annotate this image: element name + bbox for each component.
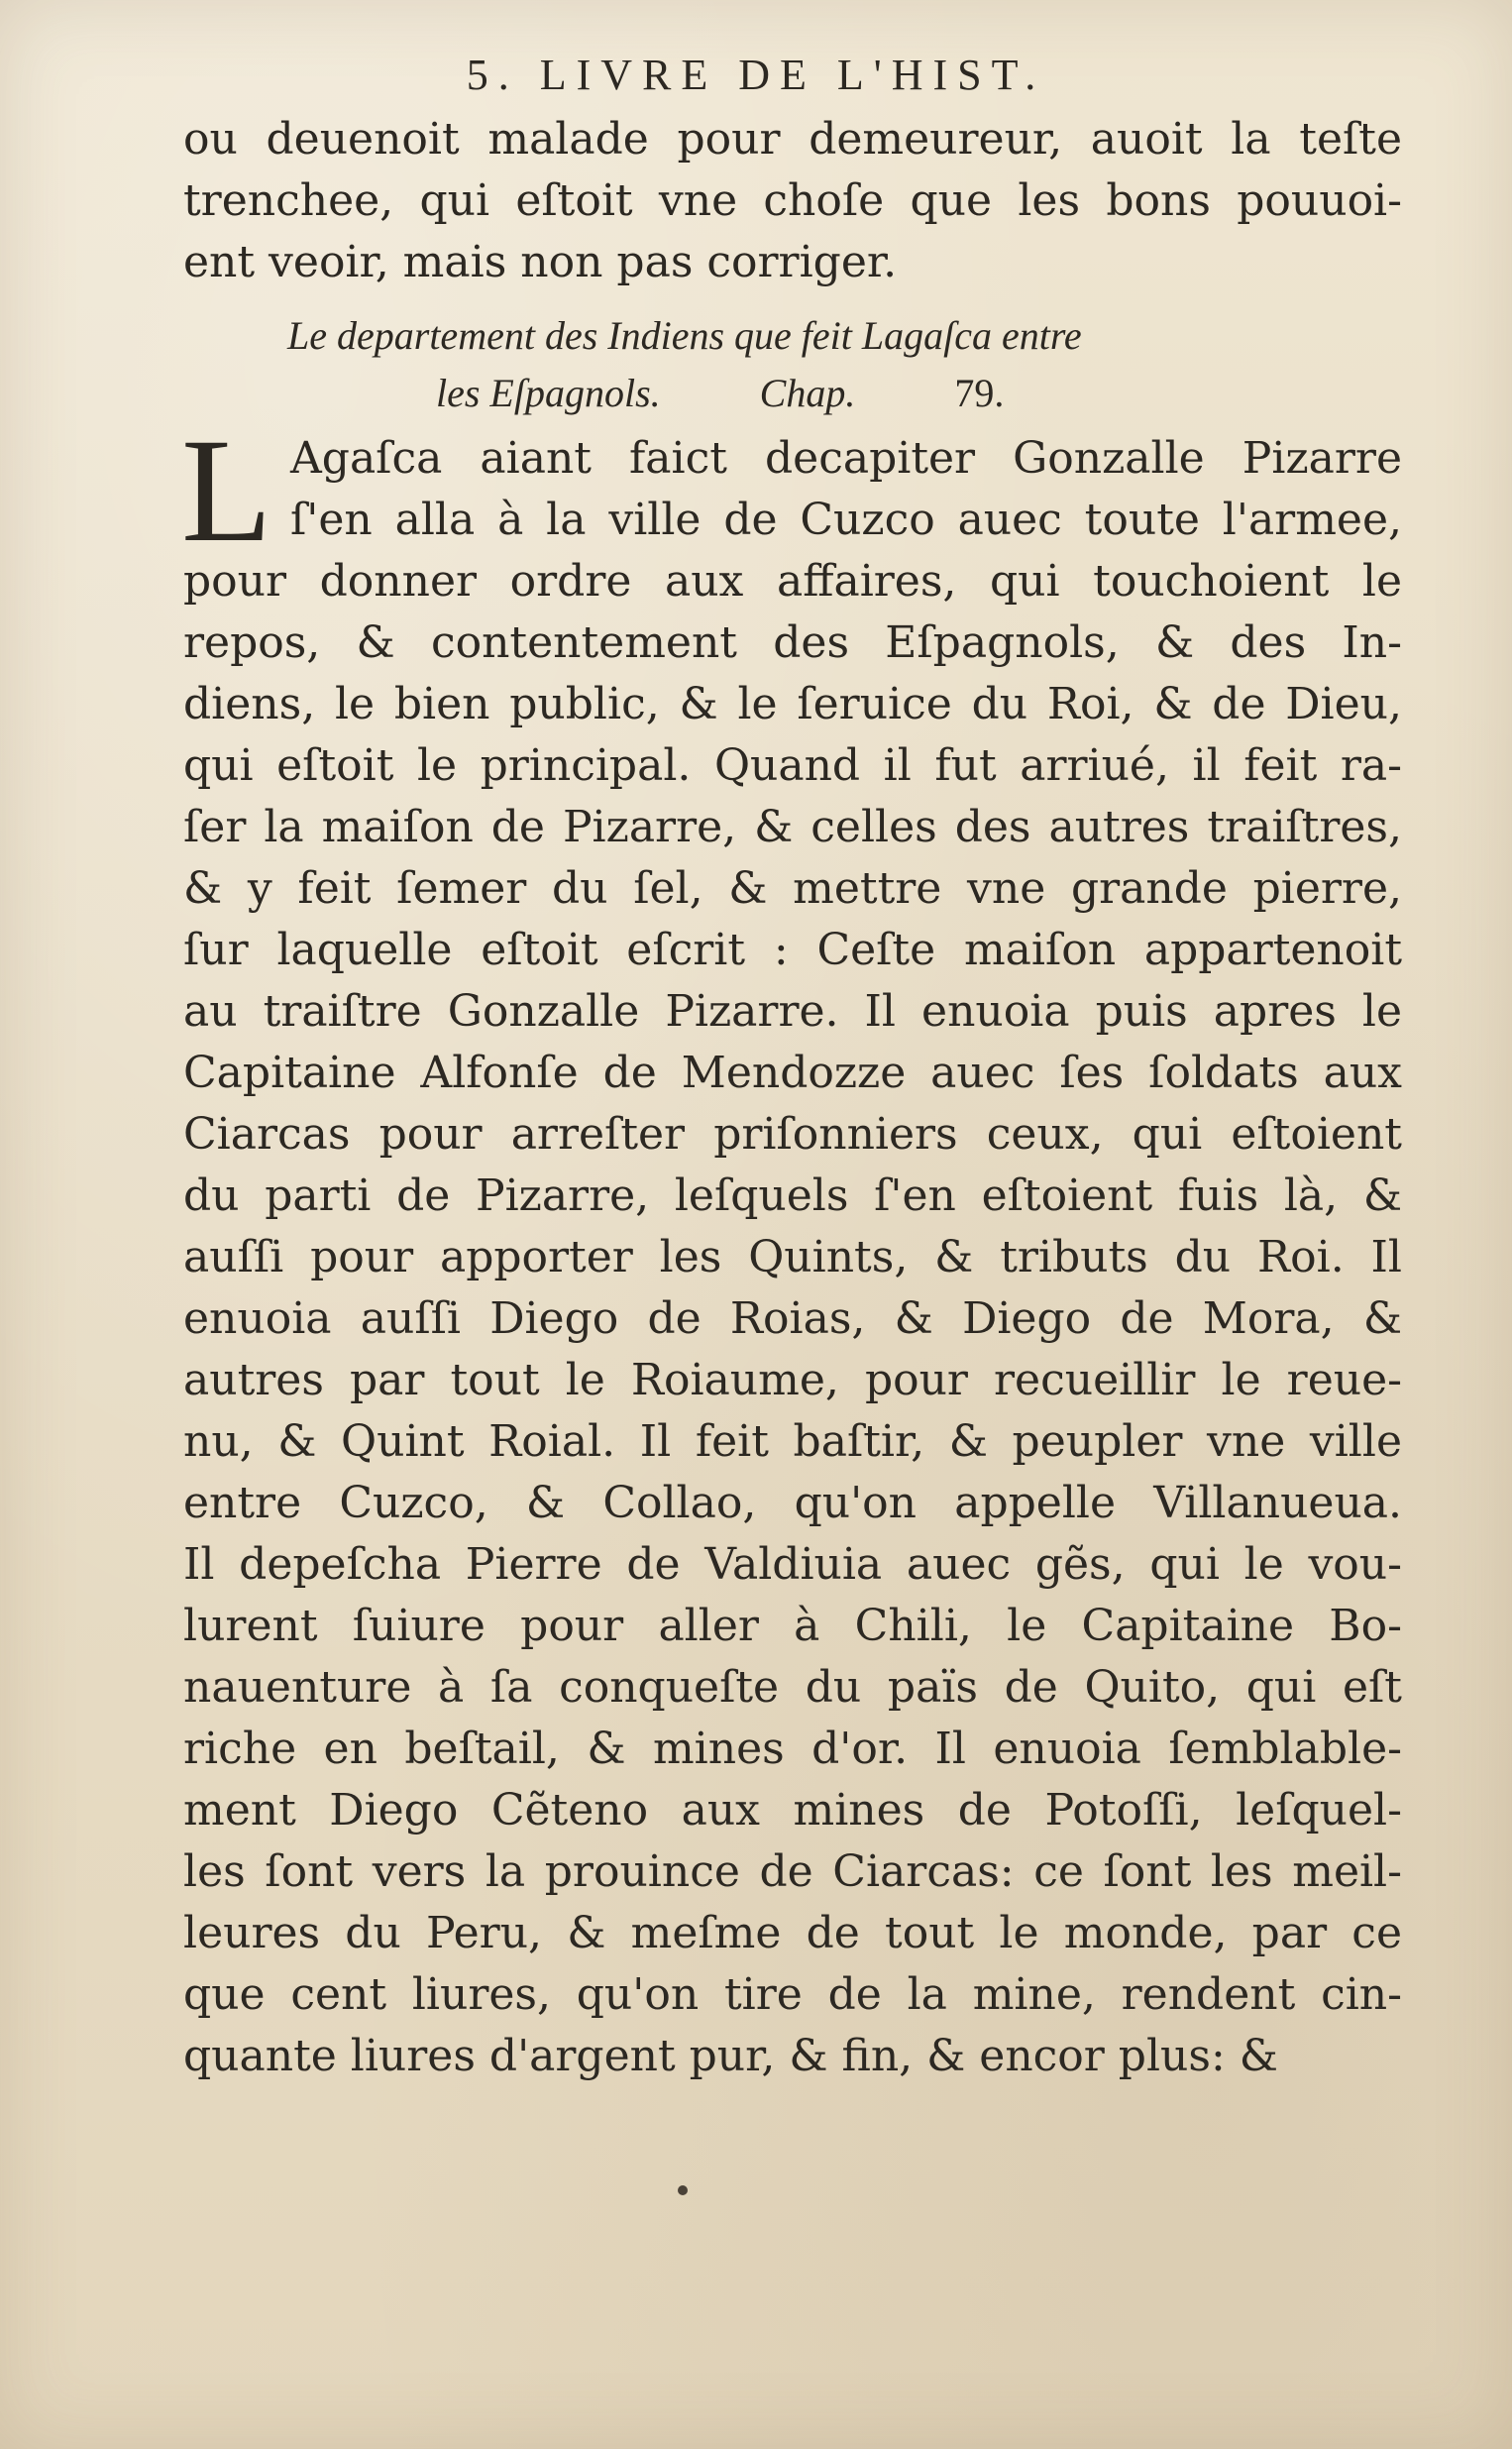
text-line: au traiſtre Gonzalle Pizarre. Il enuoia puis apres le (183, 986, 1402, 1037)
text-line: Ciarcas pour arreſter priſonniers ceux, qui eſtoient (183, 1109, 1402, 1160)
text-line: nauenture à ſa conqueſte du païs de Quito, qui eſt (183, 1662, 1402, 1713)
text-line: les ſont vers la prouince de Ciarcas: ce ſont les meil- (183, 1846, 1402, 1897)
text-line: ou deuenoit malade pour demeureur, auoit la teſte (183, 114, 1402, 165)
chapter-label: Chap. (759, 371, 856, 415)
text-line: qui eſtoit le principal. Quand il fut arriué, il feit ra- (183, 740, 1402, 791)
text-line: diens, le bien public, & le ſeruice du Roi, & de Dieu, (183, 679, 1402, 729)
text-line: riche en beſtail, & mines d'or. Il enuoia ſemblable- (183, 1724, 1402, 1774)
text-line: Capitaine Alfonſe de Mendozze auec ſes ſoldats aux (183, 1048, 1402, 1098)
text-line: ſ'en alla à la ville de Cuzco auec toute l'armee, (290, 495, 1402, 545)
text-line: autres par tout le Roiaume, pour recueillir le reue- (183, 1355, 1402, 1405)
text-line: que cent liures, qu'on tire de la mine, rendent cin- (183, 1969, 1402, 2020)
text-line: leures du Peru, & meſme de tout le monde, par ce (183, 1908, 1402, 1958)
chapter-number: 79. (954, 371, 1005, 415)
chapter-title-subject: les Eſpagnols. (436, 371, 661, 415)
text-line: enuoia auſſi Diego de Roias, & Diego de Mora, & (183, 1293, 1402, 1344)
chapter-heading (287, 307, 1318, 422)
continued-paragraph (183, 109, 1402, 293)
text-line: lurent ſuiure pour aller à Chili, le Capitaine Bo- (183, 1601, 1402, 1651)
chapter-title-line-2 (287, 365, 1318, 422)
text-line: ſer la maiſon de Pizarre, & celles des autres traiſtres, (183, 802, 1402, 852)
drop-capital: L (181, 408, 272, 573)
text-line: Agaſca aiant faict decapiter Gonzalle Pizarre (290, 433, 1402, 484)
text-line: auſſi pour apporter les Quints, & tributs du Roi. Il (183, 1232, 1402, 1282)
text-line: du parti de Pizarre, leſquels ſ'en eſtoient fuis là, & (183, 1170, 1402, 1221)
text-line: ent veoir, mais non pas corriger. (183, 237, 898, 287)
text-line: & y feit ſemer du ſel, & mettre vne grande pierre, (183, 863, 1402, 914)
text-line: nu, & Quint Roial. Il feit baſtir, & peupler vne ville (183, 1416, 1402, 1467)
text-line: trenchee, qui eſtoit vne choſe que les bons pouuoi- (183, 175, 1402, 226)
running-head: 5. LIVRE DE L'HIST. (466, 51, 1046, 99)
text-line: Il depeſcha Pierre de Valdiuia auec gẽs, qui le vou- (183, 1539, 1402, 1590)
chapter-title-line-1: Le departement des Indiens que feit Lagaſca entre (287, 313, 1082, 358)
text-line: ſur laquelle eſtoit eſcrit : Ceſte maiſon appartenoit (183, 925, 1402, 975)
text-line: repos, & contentement des Eſpagnols, & des In- (183, 617, 1402, 668)
page-speck-mark (678, 2185, 688, 2195)
text-line: entre Cuzco, & Collao, qu'on appelle Villanueua. (183, 1478, 1402, 1528)
chapter-body (181, 408, 1402, 2087)
text-line: pour donner ordre aux affaires, qui touchoient le (183, 556, 1402, 607)
text-line: quante liures d'argent pur, & fin, & encor plus: & (183, 2031, 1278, 2081)
text-line: ment Diego Cẽteno aux mines de Potoſſi, leſquel- (183, 1785, 1402, 1836)
